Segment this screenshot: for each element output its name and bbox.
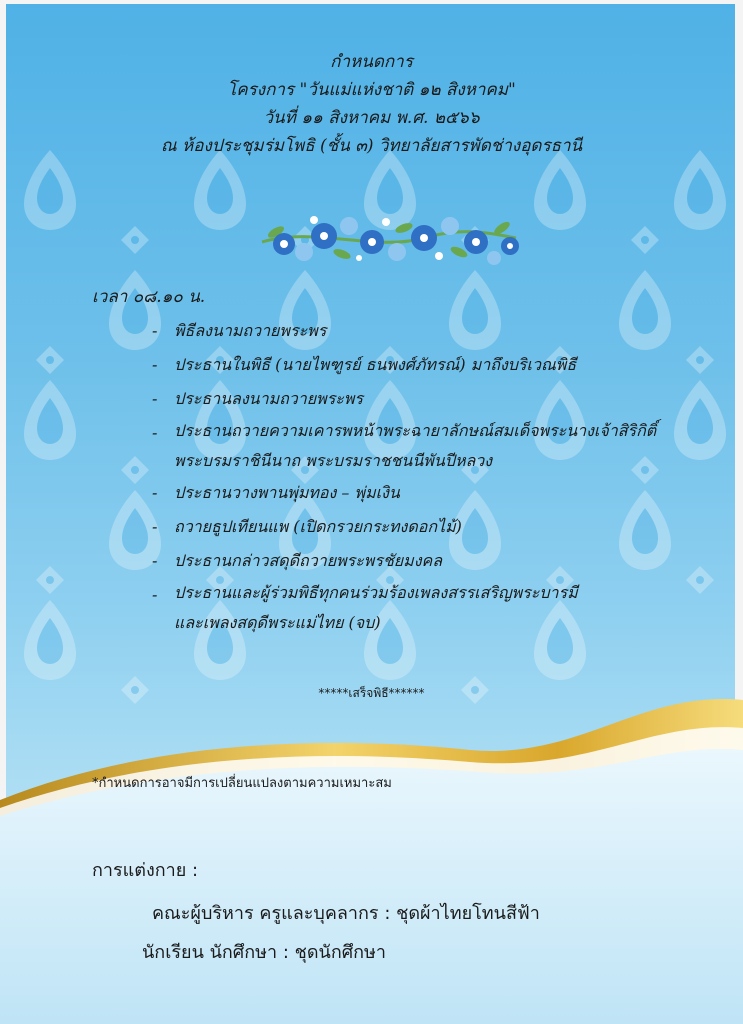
ceremony-agenda xyxy=(152,314,692,638)
agenda-item: - พิธีลงนามถวายพระพร xyxy=(152,321,327,340)
event-date: วันที่ ๑๑ สิงหาคม พ.ศ. ๒๕๖๖ xyxy=(263,108,480,128)
schedule-header xyxy=(0,48,743,160)
event-venue: ณ ห้องประชุมร่มโพธิ (ชั้น ๓) วิทยาลัยสารพัดช่างอุดรธานี xyxy=(160,136,583,156)
agenda-item: - ประธานวางพานพุ่มทอง – พุ่มเงิน xyxy=(152,483,400,502)
agenda-item: - ประธานถวายความเคารพหน้าพระฉายาลักษณ์สมเด็จพระนางเจ้าสิริกิติ์ พระบรมราชินีนาถ พระบรมราชชนนีพันปีหลวง xyxy=(152,421,657,470)
dress-code-students: นักเรียน นักศึกษา : ชุดนักศึกษา xyxy=(142,942,387,963)
agenda-item: - ถวายธูปเทียนแพ (เปิดกรวยกระทงดอกไม้) xyxy=(152,517,462,536)
gold-wave-decoration xyxy=(0,650,743,1024)
agenda-item: - ประธานกล่าวสดุดีถวายพระพรชัยมงคล xyxy=(152,551,443,570)
flower-garland-icon xyxy=(254,208,524,268)
agenda-item: - ประธานลงนามถวายพระพร xyxy=(152,389,364,408)
dress-code-staff: คณะผู้บริหาร ครูและบุคลากร : ชุดผ้าไทยโทนสีฟ้า xyxy=(152,903,540,924)
project-name: โครงการ "วันแม่แห่งชาติ ๑๒ สิงหาคม" xyxy=(227,80,516,100)
agenda-item: - ประธานในพิธี (นายไพฑูรย์ ธนพงศ์ภัทรณ์) มาถึงบริเวณพิธี xyxy=(152,355,577,374)
schedule-change-note: *กำหนดการอาจมีการเปลี่ยนแปลงตามความเหมาะสม xyxy=(92,776,392,791)
ceremony-end-marker: *****เสร็จพิธี****** xyxy=(318,686,425,700)
header-title: กำหนดการ xyxy=(330,52,413,72)
agenda-item: - ประธานและผู้ร่วมพิธีทุกคนร่วมร้องเพลงสรรเสริญพระบารมี และเพลงสดุดีพระแม่ไทย (จบ) xyxy=(152,583,578,632)
dress-code-title: การแต่งกาย : xyxy=(92,860,199,881)
event-time: เวลา ๐๘.๑๐ น. xyxy=(92,287,206,307)
